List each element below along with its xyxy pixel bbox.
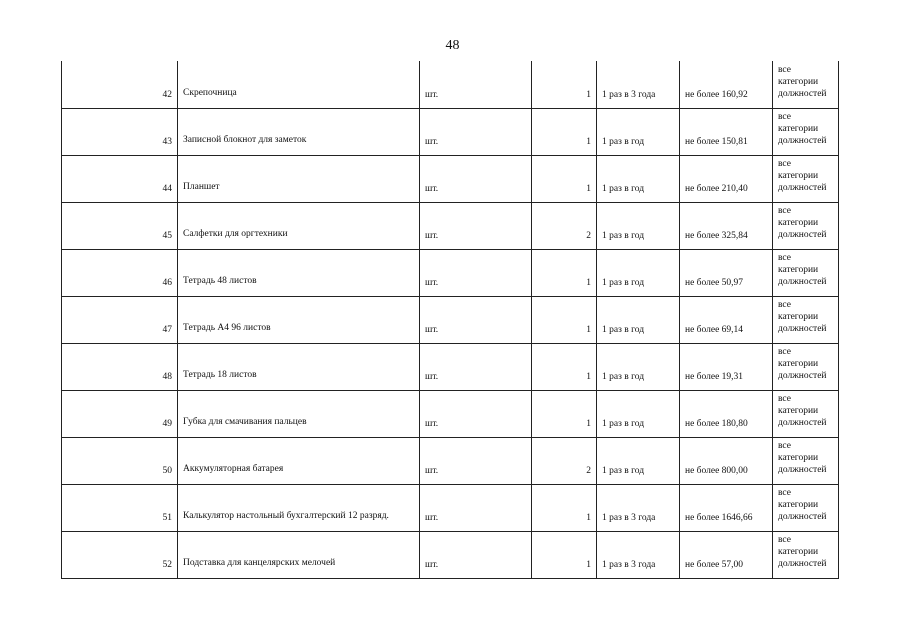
item-name-cell: Калькулятор настольный бухгалтерский 12 разряд. [178,484,420,531]
price-cell: не более 325,84 [680,202,773,249]
price-cell: не более 150,81 [680,108,773,155]
quantity-cell: 1 [532,108,597,155]
category-cell [773,249,839,296]
unit-cell: шт. [420,296,532,343]
row-number-cell: 45 [62,202,178,249]
unit-cell: шт. [420,390,532,437]
table-row [62,531,839,578]
category-text: все категории должностей [778,158,827,193]
frequency-cell: 1 раз в 3 года [597,531,680,578]
price-cell: не более 180,80 [680,390,773,437]
price-cell: не более 69,14 [680,296,773,343]
price-cell: не более 800,00 [680,437,773,484]
unit-cell: шт. [420,61,532,108]
row-number-cell: 47 [62,296,178,343]
frequency-cell: 1 раз в год [597,390,680,437]
category-cell [773,61,839,108]
quantity-cell: 1 [532,390,597,437]
item-name-cell: Тетрадь 18 листов [178,343,420,390]
table-row [62,343,839,390]
frequency-cell: 1 раз в год [597,437,680,484]
category-text: все категории должностей [778,205,827,240]
item-name-cell: Записной блокнот для заметок [178,108,420,155]
price-cell: не более 160,92 [680,61,773,108]
category-cell [773,484,839,531]
item-name-cell: Аккумуляторная батарея [178,437,420,484]
row-number-cell: 44 [62,155,178,202]
category-cell [773,155,839,202]
category-cell [773,108,839,155]
frequency-cell: 1 раз в 3 года [597,61,680,108]
frequency-cell: 1 раз в год [597,296,680,343]
quantity-cell: 1 [532,61,597,108]
table-row [62,296,839,343]
quantity-cell: 2 [532,437,597,484]
category-text: все категории должностей [778,299,827,334]
item-name-cell: Подставка для канцелярских мелочей [178,531,420,578]
page-number: 48 [445,38,460,53]
category-text: все категории должностей [778,346,827,381]
item-name-cell: Губка для смачивания пальцев [178,390,420,437]
table-row [62,484,839,531]
unit-cell: шт. [420,484,532,531]
price-cell: не более 50,97 [680,249,773,296]
frequency-cell: 1 раз в год [597,155,680,202]
quantity-cell: 1 [532,249,597,296]
unit-cell: шт. [420,531,532,578]
supply-table [61,61,839,579]
frequency-cell: 1 раз в год [597,249,680,296]
category-text: все категории должностей [778,64,827,99]
frequency-cell: 1 раз в год [597,108,680,155]
category-text: все категории должностей [778,252,827,287]
table-row [62,61,839,108]
item-name-cell: Тетрадь А4 96 листов [178,296,420,343]
item-name-cell: Тетрадь 48 листов [178,249,420,296]
quantity-cell: 2 [532,202,597,249]
unit-cell: шт. [420,108,532,155]
category-cell [773,296,839,343]
quantity-cell: 1 [532,343,597,390]
unit-cell: шт. [420,202,532,249]
row-number-cell: 51 [62,484,178,531]
category-cell [773,531,839,578]
frequency-cell: 1 раз в 3 года [597,484,680,531]
frequency-cell: 1 раз в год [597,202,680,249]
category-text: все категории должностей [778,534,827,569]
price-cell: не более 19,31 [680,343,773,390]
item-name-cell: Планшет [178,155,420,202]
category-cell [773,437,839,484]
unit-cell: шт. [420,155,532,202]
row-number-cell: 50 [62,437,178,484]
row-number-cell: 49 [62,390,178,437]
table-row [62,390,839,437]
quantity-cell: 1 [532,484,597,531]
item-name-cell: Салфетки для оргтехники [178,202,420,249]
row-number-cell: 46 [62,249,178,296]
category-text: все категории должностей [778,440,827,475]
table-row [62,249,839,296]
table-row [62,202,839,249]
row-number-cell: 48 [62,343,178,390]
table-row [62,437,839,484]
quantity-cell: 1 [532,296,597,343]
table-body [62,61,839,578]
price-cell: не более 57,00 [680,531,773,578]
price-cell: не более 210,40 [680,155,773,202]
category-text: все категории должностей [778,487,827,522]
table-row [62,155,839,202]
category-text: все категории должностей [778,393,827,428]
price-cell: не более 1646,66 [680,484,773,531]
quantity-cell: 1 [532,531,597,578]
row-number-cell: 42 [62,61,178,108]
unit-cell: шт. [420,343,532,390]
category-cell [773,343,839,390]
item-name-cell: Скрепочница [178,61,420,108]
row-number-cell: 43 [62,108,178,155]
table-row [62,108,839,155]
quantity-cell: 1 [532,155,597,202]
category-cell [773,202,839,249]
unit-cell: шт. [420,437,532,484]
unit-cell: шт. [420,249,532,296]
row-number-cell: 52 [62,531,178,578]
frequency-cell: 1 раз в год [597,343,680,390]
category-cell [773,390,839,437]
category-text: все категории должностей [778,111,827,146]
